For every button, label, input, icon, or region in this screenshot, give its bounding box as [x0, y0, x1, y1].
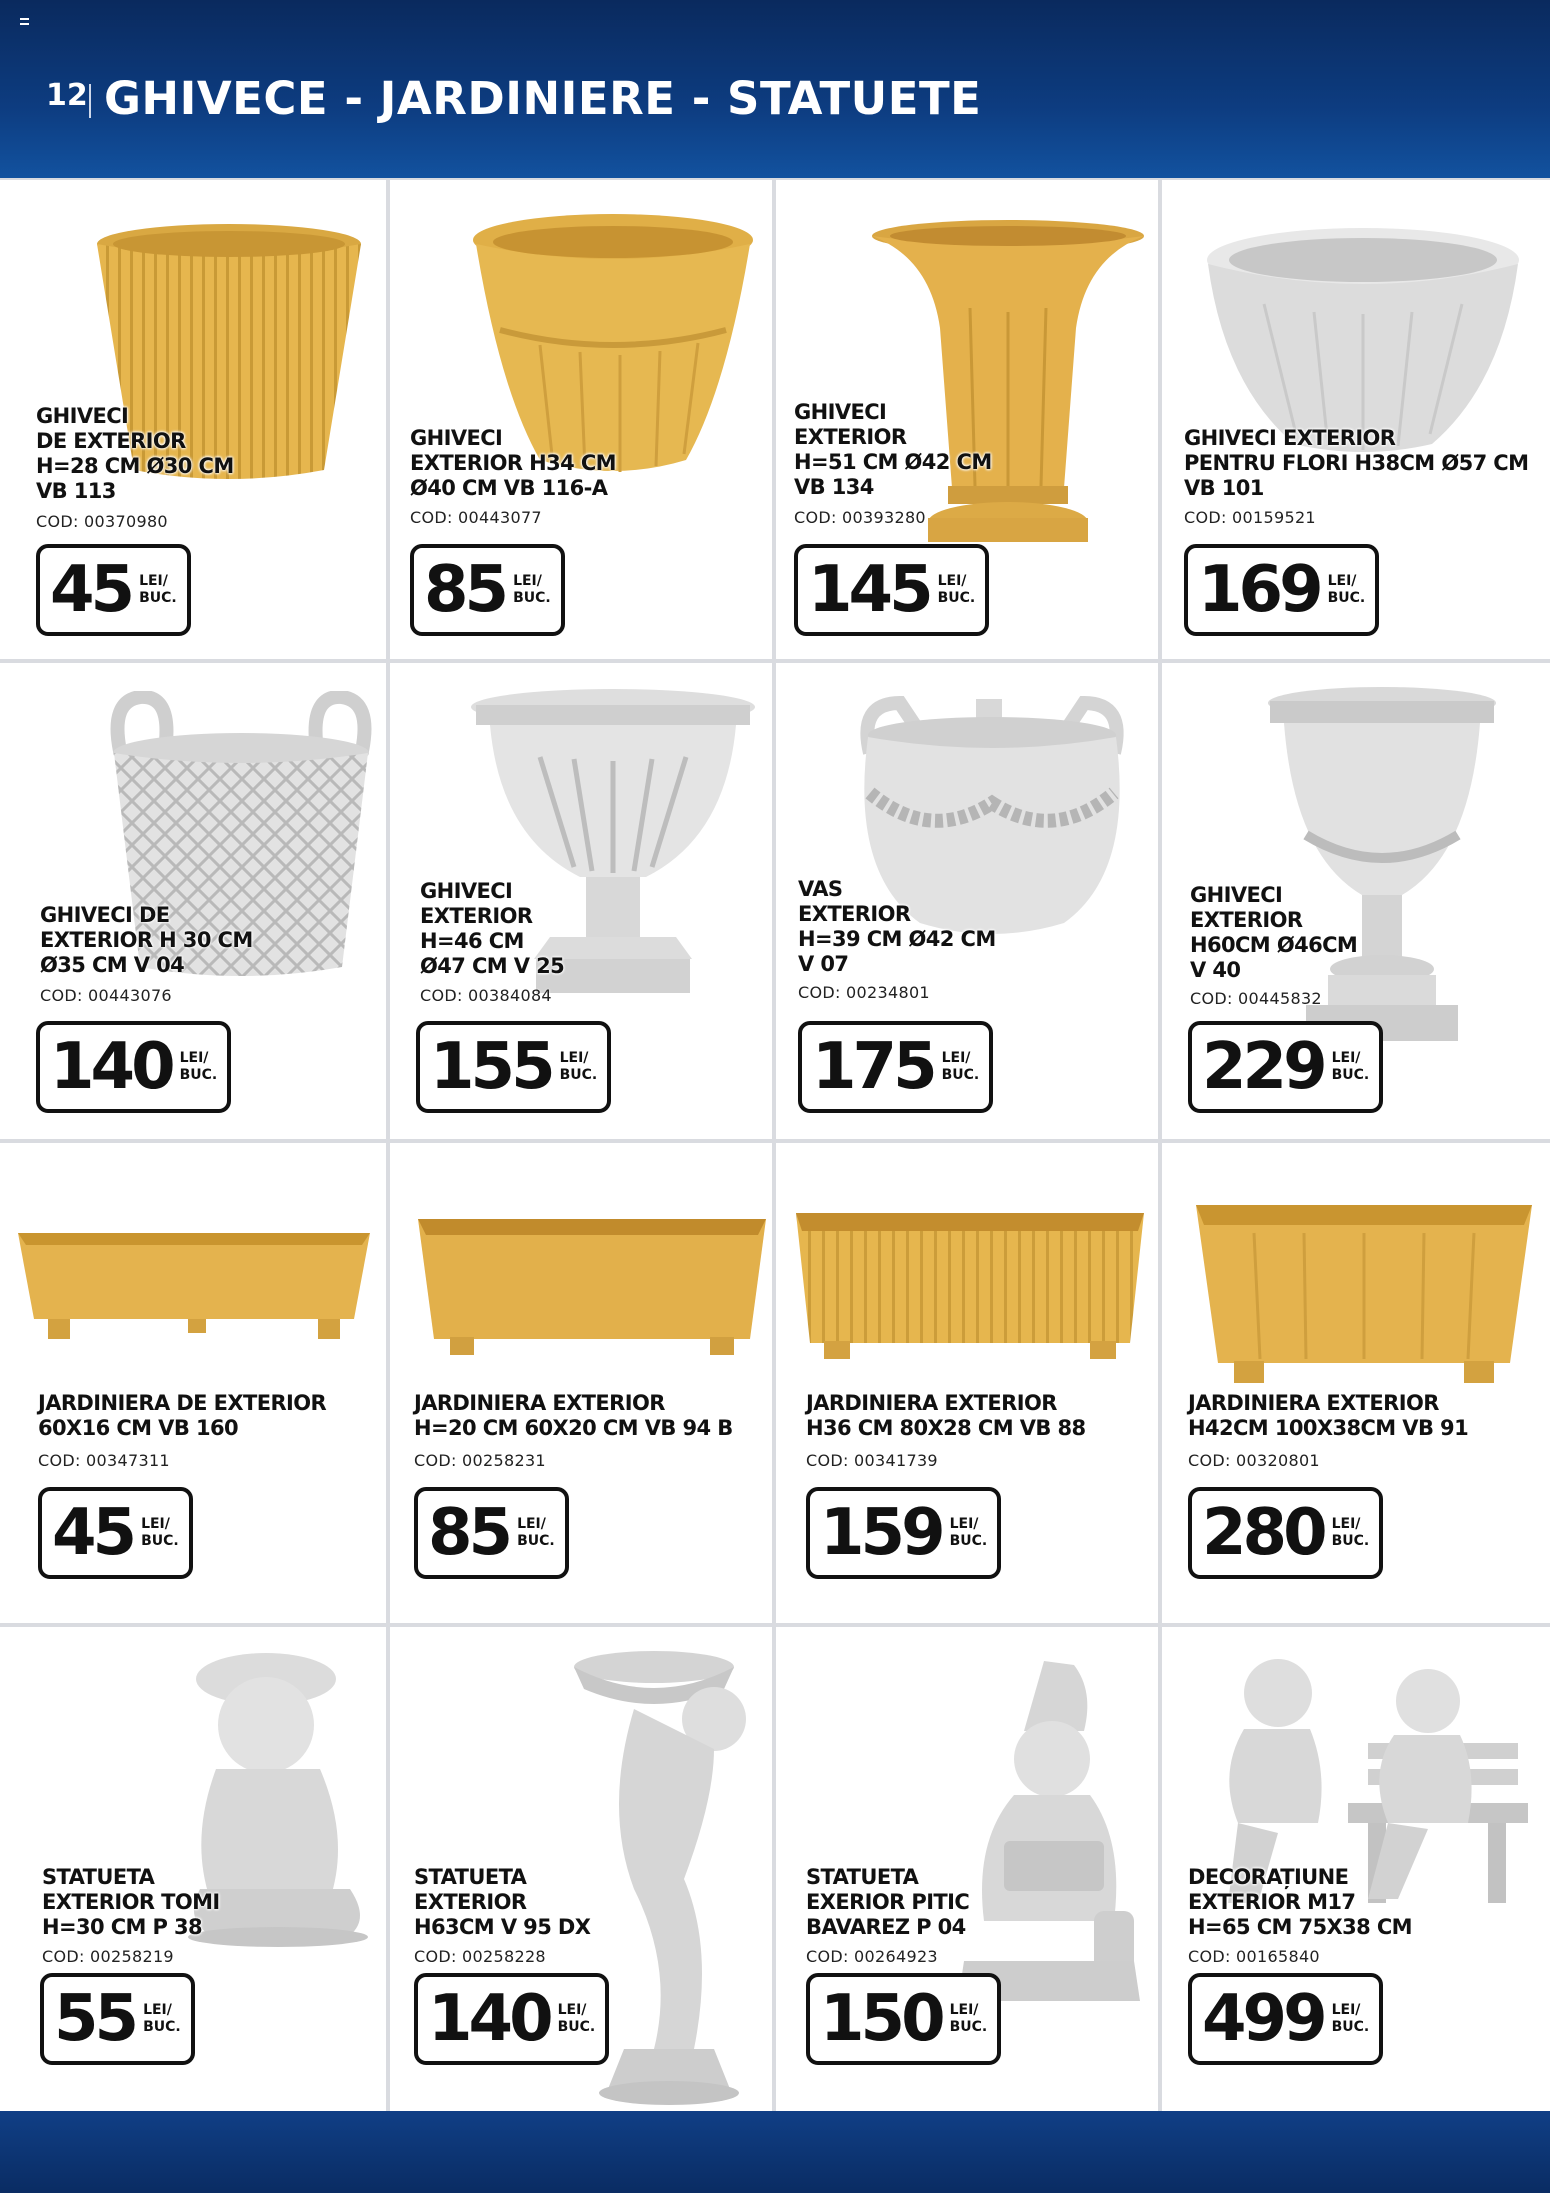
page-header	[0, 0, 1550, 178]
price-amount: 155	[430, 1030, 552, 1104]
price-unit: LEI/ BUC.	[1331, 1516, 1370, 1549]
product-code: COD: 00258231	[414, 1451, 546, 1470]
product-name: GHIVECI EXTERIOR H=51 CM Ø42 CM VB 134	[794, 400, 992, 499]
price-tag	[36, 544, 191, 636]
product-code: COD: 00258228	[414, 1947, 546, 1966]
product-name: STATUETA EXTERIOR H63CM V 95 DX	[414, 1865, 591, 1939]
price-unit: LEI/ BUC.	[143, 2002, 181, 2035]
price-tag	[410, 544, 565, 636]
product-code: COD: 00234801	[798, 983, 930, 1002]
price-unit: LEI/ BUC.	[1327, 573, 1366, 606]
price-tag	[1188, 1021, 1383, 1113]
product-code: COD: 00393280	[794, 508, 926, 527]
product-name: DECORAȚIUNE EXTERIOR M17 H=65 CM 75X38 CM	[1188, 1865, 1412, 1939]
product-code: COD: 00443076	[40, 986, 172, 1005]
page-footer	[0, 2111, 1550, 2193]
product-card[interactable]	[1162, 1143, 1550, 1623]
product-code: COD: 00341739	[806, 1451, 938, 1470]
product-code: COD: 00159521	[1184, 508, 1316, 527]
gnome-statue-icon	[944, 1661, 1146, 2017]
product-name: JARDINIERA EXTERIOR H36 CM 80X28 CM VB 88	[806, 1391, 1086, 1440]
product-card[interactable]	[776, 180, 1158, 659]
price-amount: 159	[820, 1496, 942, 1570]
product-card[interactable]	[0, 1627, 386, 2111]
product-name: STATUETA EXERIOR PITIC BAVAREZ P 04	[806, 1865, 970, 1939]
product-card[interactable]	[1162, 1627, 1550, 2111]
price-unit: LEI/ BUC.	[937, 573, 976, 606]
price-tag	[1184, 544, 1379, 636]
product-card[interactable]	[390, 663, 772, 1139]
product-card[interactable]	[1162, 180, 1550, 659]
price-amount: 140	[428, 1982, 550, 2056]
price-tag	[806, 1973, 1001, 2065]
product-code: COD: 00347311	[38, 1451, 170, 1470]
page-number: 12	[46, 78, 88, 113]
price-tag	[1188, 1487, 1383, 1579]
page-title: GHIVECE - JARDINIERE - STATUETE	[104, 72, 982, 125]
product-card[interactable]	[390, 1143, 772, 1623]
product-code: COD: 00370980	[36, 512, 168, 531]
price-amount: 85	[428, 1496, 510, 1570]
price-unit: LEI/ BUC.	[941, 1050, 980, 1083]
product-code: COD: 00258219	[42, 1947, 174, 1966]
price-amount: 140	[50, 1030, 172, 1104]
price-unit: LEI/ BUC.	[1331, 2002, 1370, 2035]
product-card[interactable]	[390, 1627, 772, 2111]
product-name: JARDINIERA EXTERIOR H42CM 100X38CM VB 91	[1188, 1391, 1469, 1440]
product-card[interactable]	[0, 1143, 386, 1623]
product-code: COD: 00445832	[1190, 989, 1322, 1008]
product-name: GHIVECI EXTERIOR PENTRU FLORI H38CM Ø57 CM VB 101	[1184, 426, 1529, 500]
price-tag	[414, 1973, 609, 2065]
price-amount: 45	[52, 1496, 134, 1570]
product-code: COD: 00384084	[420, 986, 552, 1005]
price-tag	[36, 1021, 231, 1113]
yellow-large-planter-icon	[1194, 1193, 1534, 1393]
yellow-fluted-planter-icon	[794, 1203, 1146, 1363]
product-name: JARDINIERA DE EXTERIOR 60X16 CM VB 160	[38, 1391, 327, 1440]
product-card[interactable]	[390, 180, 772, 659]
product-card[interactable]	[776, 1627, 1158, 2111]
price-unit: LEI/ BUC.	[139, 573, 177, 606]
price-tag	[1188, 1973, 1383, 2065]
product-name: GHIVECI DE EXTERIOR H=28 CM Ø30 CM VB 113	[36, 404, 234, 503]
price-tag	[38, 1487, 193, 1579]
yellow-planter-icon	[414, 1209, 770, 1359]
header-divider	[89, 84, 91, 118]
price-amount: 45	[50, 553, 132, 627]
price-unit: LEI/ BUC.	[949, 1516, 988, 1549]
product-name: GHIVECI EXTERIOR H60CM Ø46CM V 40	[1190, 883, 1358, 982]
price-unit: LEI/ BUC.	[949, 2002, 988, 2035]
product-card[interactable]	[776, 1143, 1158, 1623]
product-code: COD: 00165840	[1188, 1947, 1320, 1966]
yellow-low-planter-icon	[18, 1219, 370, 1343]
price-tag	[794, 544, 989, 636]
price-amount: 145	[808, 553, 930, 627]
price-tag	[798, 1021, 993, 1113]
product-name: GHIVECI EXTERIOR H34 CM Ø40 CM VB 116-A	[410, 426, 616, 500]
price-tag	[806, 1487, 1001, 1579]
product-name: GHIVECI DE EXTERIOR H 30 CM Ø35 CM V 04	[40, 903, 253, 977]
product-name: JARDINIERA EXTERIOR H=20 CM 60X20 CM VB 94 B	[414, 1391, 733, 1440]
product-card[interactable]	[0, 663, 386, 1139]
price-amount: 169	[1198, 553, 1320, 627]
product-code: COD: 00264923	[806, 1947, 938, 1966]
menu-icon[interactable]	[20, 18, 29, 25]
price-amount: 229	[1202, 1030, 1324, 1104]
price-amount: 280	[1202, 1496, 1324, 1570]
product-code: COD: 00443077	[410, 508, 542, 527]
price-tag	[416, 1021, 611, 1113]
product-name: VAS EXTERIOR H=39 CM Ø42 CM V 07	[798, 877, 996, 976]
price-unit: LEI/ BUC.	[513, 573, 551, 606]
product-name: GHIVECI EXTERIOR H=46 CM Ø47 CM V 25	[420, 879, 565, 978]
price-unit: LEI/ BUC.	[559, 1050, 598, 1083]
price-unit: LEI/ BUC.	[141, 1516, 179, 1549]
price-amount: 55	[54, 1982, 136, 2056]
product-grid	[0, 178, 1550, 2111]
white-bowl-pot-icon	[1204, 224, 1522, 460]
product-card[interactable]	[1162, 663, 1550, 1139]
product-name: STATUETA EXTERIOR TOMI H=30 CM P 38	[42, 1865, 220, 1939]
price-amount: 499	[1202, 1982, 1324, 2056]
price-amount: 175	[812, 1030, 934, 1104]
price-amount: 150	[820, 1982, 942, 2056]
product-code: COD: 00320801	[1188, 1451, 1320, 1470]
price-tag	[414, 1487, 569, 1579]
product-card[interactable]	[0, 180, 386, 659]
product-card[interactable]	[776, 663, 1158, 1139]
price-unit: LEI/ BUC.	[557, 2002, 596, 2035]
price-unit: LEI/ BUC.	[179, 1050, 218, 1083]
price-tag	[40, 1973, 195, 2065]
price-unit: LEI/ BUC.	[517, 1516, 555, 1549]
price-unit: LEI/ BUC.	[1331, 1050, 1370, 1083]
price-amount: 85	[424, 553, 506, 627]
